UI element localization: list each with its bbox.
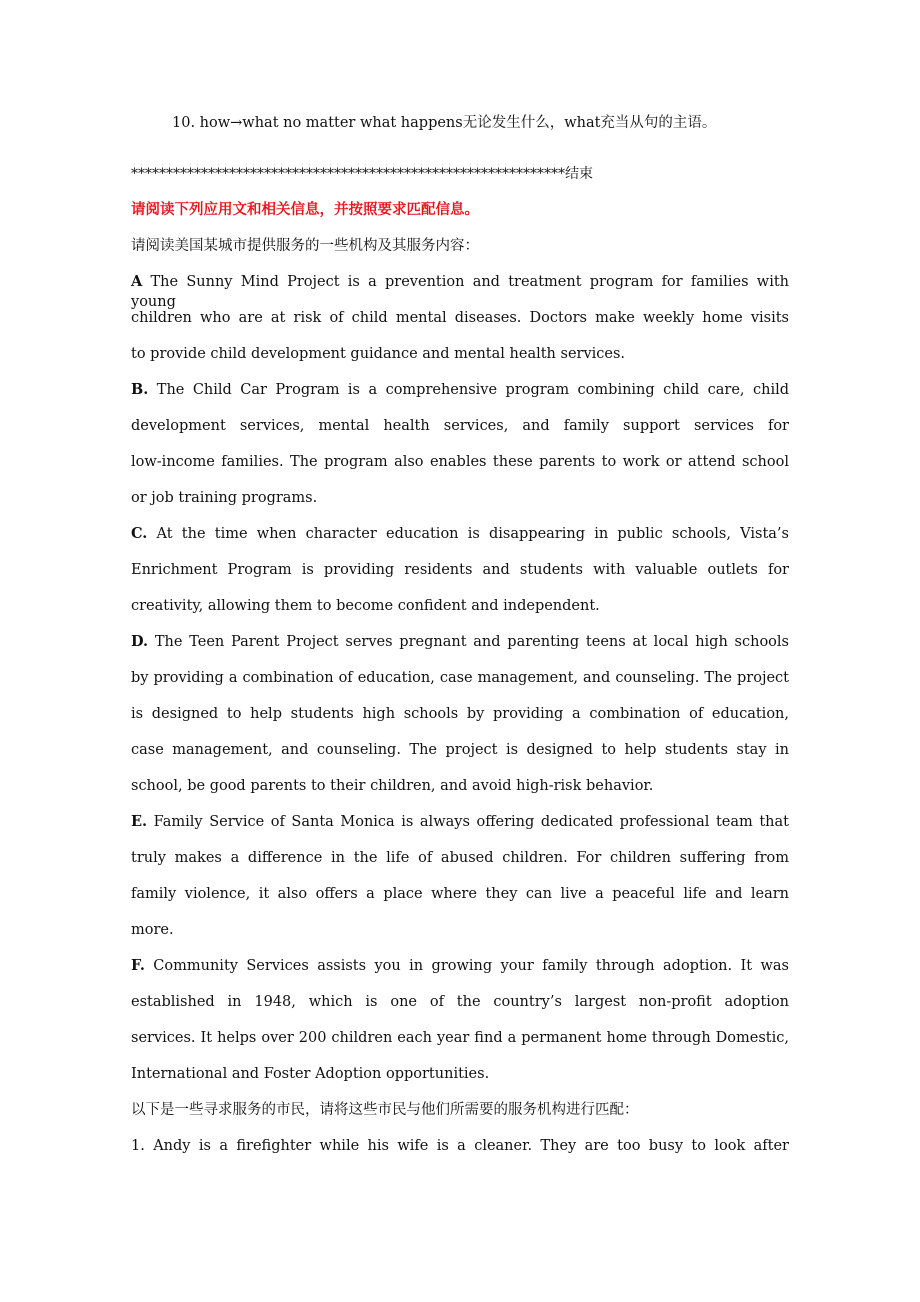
service-c-line-1: C. At the time when character education is disappearing in public schools, Vista’s (131, 525, 789, 542)
service-d-line-4: case management, and counseling. The project is designed to help students stay in (131, 742, 789, 758)
service-d-line-1: D. The Teen Parent Project serves pregnant and parenting teens at local high schools (131, 633, 789, 650)
service-f-line-4: International and Foster Adoption opportunities. (131, 1066, 490, 1082)
service-d-line-2: by providing a combination of education, case management, and counseling. The project (131, 670, 789, 686)
service-a-line-2: children who are at risk of child mental diseases. Doctors make weekly home visits (131, 310, 789, 326)
service-c-line-2: Enrichment Program is providing residents and students with valuable outlets for (131, 562, 789, 578)
question-1: 1. Andy is a firefighter while his wife is a cleaner. They are too busy to look after (131, 1138, 789, 1154)
service-b-line-3: low-income families. The program also enables these parents to work or attend school (131, 454, 789, 470)
service-f-line-1: F. Community Services assists you in growing your family through adoption. It was (131, 957, 789, 974)
service-f-line-2: established in 1948, which is one of the country’s largest non-profit adoption (131, 994, 789, 1010)
service-a-line-1: A The Sunny Mind Project is a prevention and treatment program for families with young (131, 273, 789, 310)
service-f-line-3: services. It helps over 200 children each year find a permanent home through Domestic, (131, 1030, 789, 1046)
service-d-line-5: school, be good parents to their children, and avoid high-risk behavior. (131, 778, 654, 794)
service-b-line-4: or job training programs. (131, 490, 318, 506)
service-a-line-3: to provide child development guidance and mental health services. (131, 346, 626, 362)
service-e-line-3: family violence, it also offers a place where they can live a peaceful life and learn (131, 886, 789, 902)
instruction-heading: 请阅读下列应用文和相关信息，并按照要求匹配信息。 (131, 201, 479, 218)
service-label-c: C. (131, 525, 148, 542)
service-label-b: B. (131, 381, 149, 398)
service-e-line-1: E. Family Service of Santa Monica is always offering dedicated professional team that (131, 813, 789, 830)
answer-note: 10. how→what no matter what happens无论发生什么，what充当从句的主语。 (172, 115, 717, 131)
service-b-line-1: B. The Child Car Program is a comprehensive program combining child care, child (131, 381, 789, 398)
services-intro: 请阅读美国某城市提供服务的一些机构及其服务内容： (131, 238, 479, 254)
matching-intro: 以下是一些寻求服务的市民，请将这些市民与他们所需要的服务机构进行匹配： (131, 1102, 639, 1118)
service-label-f: F. (131, 957, 145, 974)
service-e-line-4: more. (131, 922, 174, 938)
service-c-line-3: creativity, allowing them to become confident and independent. (131, 598, 600, 614)
service-e-line-2: truly makes a difference in the life of abused children. For children suffering from (131, 850, 789, 866)
section-divider: **************************************************************结束 (131, 166, 593, 182)
service-label-a: A (131, 273, 143, 290)
service-b-line-2: development services, mental health services, and family support services for (131, 418, 789, 434)
service-label-e: E. (131, 813, 148, 830)
service-d-line-3: is designed to help students high schools by providing a combination of education, (131, 706, 789, 722)
service-label-d: D. (131, 633, 149, 650)
